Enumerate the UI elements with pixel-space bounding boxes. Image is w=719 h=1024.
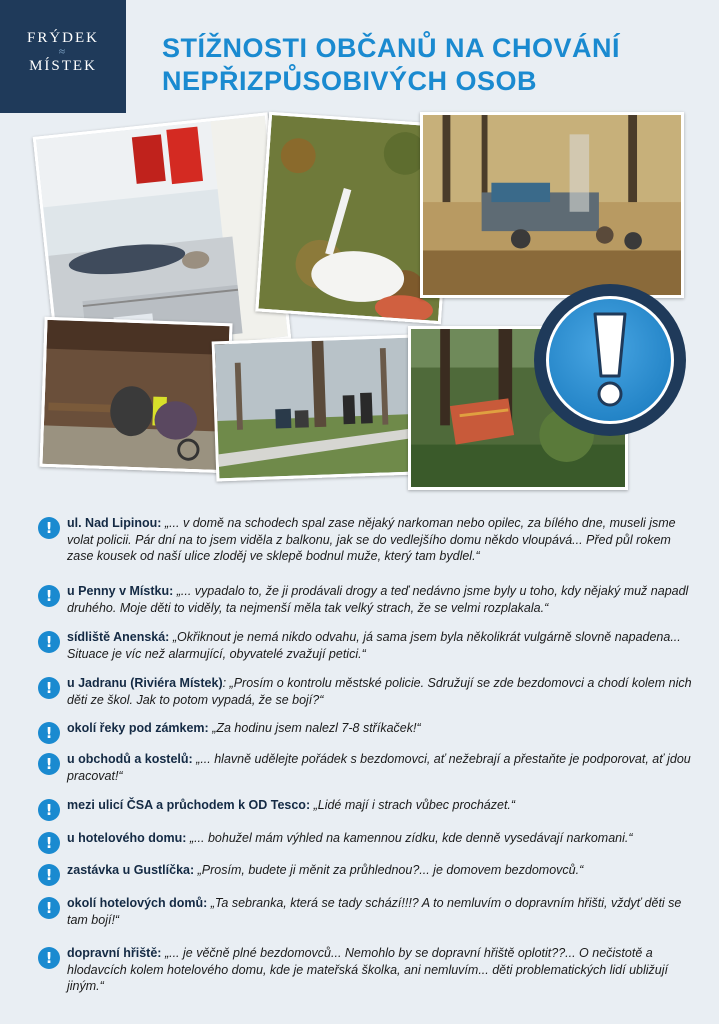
- exclamation-icon: !: [38, 947, 60, 969]
- complaint-quote: „Lidé mají i strach vůbec procházet.“: [310, 798, 516, 812]
- logo-line-1: FRÝDEK: [26, 30, 99, 46]
- complaint-quote: „... vypadalo to, že ji prodávali drogy a teď nedávno jsme byly u toho, kdy nějaký muž napadl druhého. Moje děti to viděly, ta nejmenší měla tak velký strach, že se velmi rozplakala.“: [67, 584, 689, 615]
- complaint-quote: „Okřiknout je nemá nikdo odvahu, já sama jsem byla několikrát vulgárně slovně napadena... Situace je víc než alarmující, obyvatelé zvažují petici.“: [67, 630, 681, 661]
- complaint-location: okolí hotelových domů:: [67, 896, 208, 910]
- complaint-quote: „Za hodinu jsem nalezl 7-8 stříkaček!“: [208, 721, 421, 735]
- exclamation-icon: !: [38, 864, 60, 886]
- complaint-text: [67, 583, 698, 616]
- exclamation-icon: !: [38, 585, 60, 607]
- photo-homeless-camp-forest: [420, 112, 684, 298]
- logo-wave-symbol: ≈: [58, 46, 68, 58]
- complaint-quote: „... bohužel mám výhled na kamennou zídku, kde denně vysedávají narkomani.“: [186, 831, 633, 845]
- complaint-text: [67, 515, 698, 565]
- complaint-text: [67, 751, 698, 784]
- alert-badge: [534, 284, 686, 436]
- complaint-quote: „Ta sebranka, která se tady schází!!!? A to nemluvím o dopravním hřišti, vždyť děti se tam bojí!“: [67, 896, 682, 927]
- complaint-location: ul. Nad Lipinou:: [67, 516, 162, 530]
- complaint-location: u Penny v Místku:: [67, 584, 174, 598]
- page-title: STÍŽNOSTI OBČANŮ NA CHOVÁNÍ NEPŘIZPŮSOBIVÝCH OSOB: [162, 33, 620, 96]
- complaint-text: [67, 830, 698, 854]
- complaint-text: [67, 720, 698, 744]
- exclamation-icon: !: [38, 799, 60, 821]
- complaint-item: [38, 720, 698, 744]
- city-logo: [0, 0, 126, 113]
- exclamation-icon: !: [38, 631, 60, 653]
- exclamation-icon: !: [38, 722, 60, 744]
- exclamation-icon: !: [38, 517, 60, 539]
- complaint-location: sídliště Anenská:: [67, 630, 170, 644]
- complaint-location: u hotelového domu:: [67, 831, 187, 845]
- exclamation-icon: !: [38, 832, 60, 854]
- complaint-item: [38, 862, 698, 886]
- complaint-location: mezi ulicí ČSA a průchodem k OD Tesco:: [67, 798, 311, 812]
- exclamation-icon: !: [38, 677, 60, 699]
- complaint-location: u obchodů a kostelů:: [67, 752, 193, 766]
- complaint-item: [38, 895, 698, 928]
- complaint-quote: : „Prosím o kontrolu městské policie. Sdružují se zde bezdomovci a chodí kolem nich děti ze škol. Jak to potom vypadá, že se bojí?“: [67, 676, 692, 707]
- complaint-item: [38, 629, 698, 662]
- exclamation-icon: !: [38, 897, 60, 919]
- complaint-quote: „... hlavně udělejte pořádek s bezdomovci, ať nežebrají a přestaňte je podporovat, ať jdou pracovat!“: [67, 752, 691, 783]
- complaint-text: [67, 797, 698, 821]
- complaint-text: [67, 675, 698, 708]
- complaint-quote: „... v domě na schodech spal zase nějaký narkoman nebo opilec, za bílého dne, museli jsme volat policii. Pár dní na to jsem viděla z balkonu, jak se do vedlejšího domu někdo vloupává... Před půl rokem zase kousek od naší ulice zloděj ve sklepě bodnul muže, který tam bydlel.“: [67, 516, 676, 563]
- exclamation-icon: !: [38, 753, 60, 775]
- photo-group-in-park: [212, 335, 417, 482]
- complaint-item: [38, 515, 698, 565]
- complaint-location: u Jadranu (Riviéra Místek): [67, 676, 223, 690]
- complaint-text: [67, 862, 698, 886]
- complaint-location: okolí řeky pod zámkem:: [67, 721, 209, 735]
- complaint-text: [67, 629, 698, 662]
- complaint-text: [67, 945, 698, 995]
- photo-people-under-shelter: [39, 317, 232, 473]
- complaint-item: [38, 945, 698, 995]
- complaint-location: zastávka u Gustlíčka:: [67, 863, 195, 877]
- complaint-quote: „Prosím, budete ji měnit za průhlednou?... je domovem bezdomovců.“: [194, 863, 584, 877]
- complaint-item: [38, 797, 698, 821]
- complaint-item: [38, 830, 698, 854]
- logo-line-2: MÍSTEK: [29, 58, 97, 74]
- complaint-text: [67, 895, 698, 928]
- exclamation-icon: [546, 296, 674, 424]
- complaint-location: dopravní hřiště:: [67, 946, 162, 960]
- complaint-item: [38, 583, 698, 616]
- complaint-item: [38, 751, 698, 784]
- complaint-item: [38, 675, 698, 708]
- complaint-quote: „... je věčně plné bezdomovců... Nemohlo by se dopravní hřiště oplotit??... O nečistotě a hlodavcích kolem hotelového domu, kde je mateřská školka, ani nemluvím... děti problematických lidí ubližují jiným.“: [67, 946, 668, 993]
